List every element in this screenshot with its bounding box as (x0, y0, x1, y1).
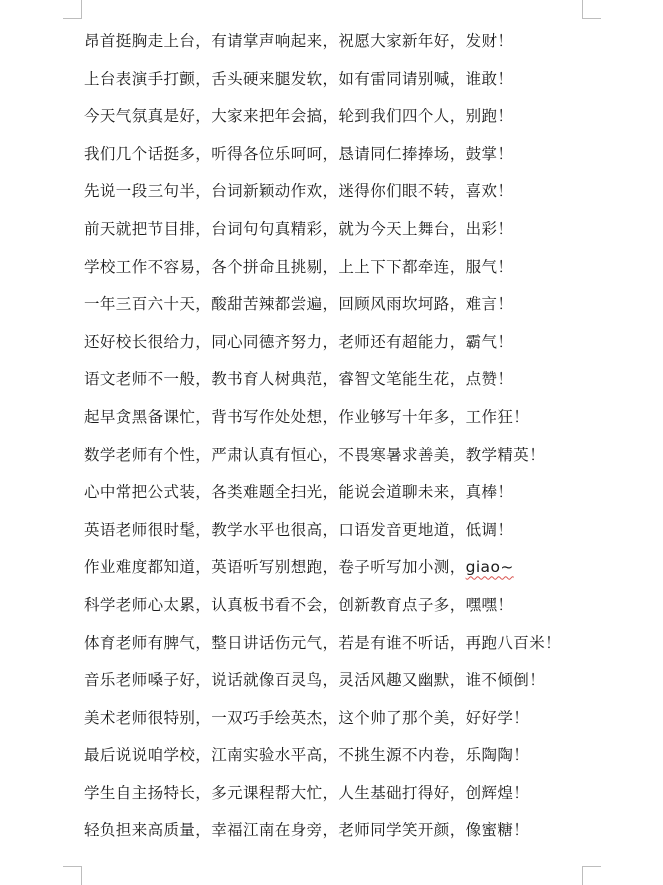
text-line: 学生自主扬特长，多元课程帮大忙，人生基础打得好，创辉煌！ (84, 783, 530, 802)
margin-corner-bottom-left (63, 866, 82, 885)
text-line: 科学老师心太累，认真板书看不会，创新教育点子多，嘿嘿！ (84, 595, 514, 614)
text-line: 一年三百六十天，酸甜苦辣都尝遍，回顾风雨坎坷路，难言！ (84, 295, 514, 314)
text-line: 我们几个话挺多，听得各位乐呵呵，恳请同仁捧捧场，鼓掌！ (84, 144, 514, 163)
text-line: 体育老师有脾气，整日讲话伤元气，若是有谁不听话，再跑八百米！ (84, 633, 562, 652)
text-line: 数学老师有个性，严肃认真有恒心，不畏寒暑求善美，教学精英！ (84, 445, 546, 464)
spellcheck-flagged-word[interactable]: giao~ (465, 558, 514, 577)
text-line: 音乐老师嗓子好，说话就像百灵鸟，灵活风趣又幽默，谁不倾倒！ (84, 671, 546, 690)
margin-corner-top-left (63, 0, 82, 19)
text-line: 轻负担来高质量，幸福江南在身旁，老师同学笑开颜，像蜜糖！ (84, 821, 530, 840)
text-line: 最后说说咱学校，江南实验水平高，不挑生源不内卷，乐陶陶！ (84, 746, 530, 765)
text-line: 今天气氛真是好，大家来把年会搞，轮到我们四个人，别跑！ (84, 107, 514, 126)
text-line: 前天就把节目排，台词句句真精彩，就为今天上舞台，出彩！ (84, 219, 514, 238)
text-line (84, 552, 604, 590)
text-line: 先说一段三句半，台词新颖动作欢，迷得你们眼不转，喜欢！ (84, 182, 514, 201)
text-line: 英语老师很时髦，教学水平也很高，口语发音更地道，低调！ (84, 520, 514, 539)
margin-corner-top-right (582, 0, 601, 19)
text-line: 心中常把公式装，各类难题全扫光，能说会道聊未来，真棒！ (84, 483, 514, 502)
text-line-main: 作业难度都知道，英语听写别想跑，卷子听写加小测， (84, 558, 466, 577)
text-line: 学校工作不容易，各个拼命且挑剔，上上下下都牵连，服气！ (84, 257, 514, 276)
poem-lines (84, 26, 604, 853)
text-line: 语文老师不一般，教书育人树典范，睿智文笔能生花，点赞！ (84, 370, 514, 389)
text-line: 昂首挺胸走上台，有请掌声响起来，祝愿大家新年好，发财！ (84, 32, 514, 50)
text-line: 上台表演手打颤，舌头硬来腿发软，如有雷同请别喊，谁敢！ (84, 69, 514, 88)
text-line: 美术老师很特别，一双巧手绘英杰，这个帅了那个美，好好学！ (84, 708, 530, 727)
text-line: 起早贪黑备课忙，背书写作处处想，作业够写十年多，工作狂！ (84, 407, 530, 426)
text-line: 还好校长很给力，同心同德齐努力，老师还有超能力，霸气！ (84, 332, 514, 351)
margin-corner-bottom-right (582, 866, 601, 885)
